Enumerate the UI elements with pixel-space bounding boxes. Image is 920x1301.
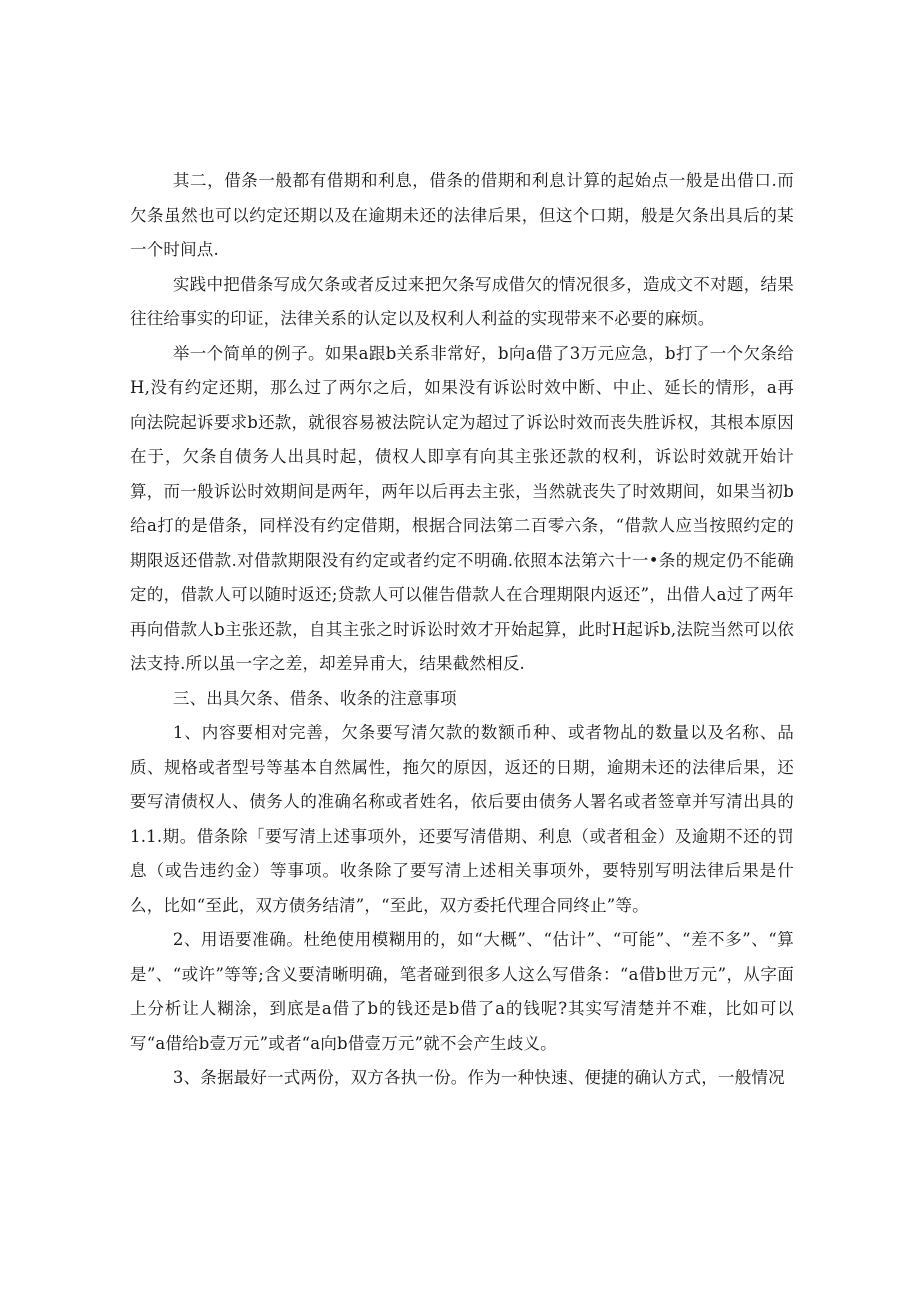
paragraph-item-2: 2、用语要准确。杜绝使用模糊用的，如“大概”、“估计”、“可能”、“差不多”、“算是”、“或许”等等;含义要清晰明确，笔者碰到很多人这么写借条：“a借b世万元”，从字面上分析让人糊涂，到底是a借了b的钱还是b借了a的钱呢?其实写清楚并不难，比如可以写“a借给b壹万元”或者“a向b借壹万元”就不会产生歧义。 (130, 930, 794, 1053)
document-page (130, 164, 794, 1096)
paragraph-loan-term: 其二，借条一般都有借期和利息，借条的借期和利息计算的起始点一般是出借口.而欠条虽然也可以约定还期以及在逾期未还的法律后果，但这个口期，般是欠条出具后的某一个时间点. (130, 171, 794, 259)
paragraph-example: 举一个简单的例子。如果a跟b关系非常好，b向a借了3万元应急，b打了一个欠条给H,没有约定还期，那么过了两尔之后，如果没有诉讼时效中断、中止、延长的情形，a再向法院起诉要求b还款，就很容易被法院认定为超过了诉讼时效而丧失胜诉权，其根本原因在于，欠条自债务人出具时起，债权人即享有向其主张还款的权利，诉讼时效就开始计算，而一般诉讼时效期间是两年，两年以后再去主张，当然就丧失了时效期间，如果当初b给a打的是借条，同样没有约定借期，根据合同法第二百零六条，“借款人应当按照约定的期限返还借款.对借款期限没有约定或者约定不明确.依照本法第六十一•条的规定仍不能确定的，借款人可以随时返还;贷款人可以催告借款人在合理期限内返还”，出借人a过了两年再向借款人b主张还款，自其主张之时诉讼时效才开始起算，此时H起诉b,法院当然可以依法支持.所以虽一字之差，却差异甫大，结果截然相反. (130, 343, 794, 673)
paragraph-item-1: 1、内容要相对完善，欠条要写清欠款的数额币种、或者物乩的数量以及名称、品质、规格或者型号等基本自然属性，拖欠的原因，返还的日期，逾期未还的法律后果，还要写清债权人、债务人的准确名称或者姓名，依后要由债务人署名或者签章并写清出具的1.1.期。借条除「要写清上述事项外，还要写清借期、利息（或者租金）及逾期不还的罚息（或告违约金）等事项。收条除了要写清上述相关事项外，要特别写明法律后果是什么，比如“至此，双方债务结清”，“至此，双方委托代理合同终止”等。 (130, 723, 794, 915)
section-heading: 三、出具欠条、借条、收条的注意事项 (172, 688, 457, 708)
paragraph-item-3: 3、条据最好一式两份，双方各执一份。作为一种快速、便捷的确认方式，一般情况 (172, 1068, 785, 1087)
paragraph-practice: 实践中把借条写成欠条或者反过来把欠条写成借欠的情况很多，造成文不对题，结果往往给事实的印证，法律关系的认定以及权利人利益的实现带来不必要的麻烦。 (130, 274, 794, 328)
